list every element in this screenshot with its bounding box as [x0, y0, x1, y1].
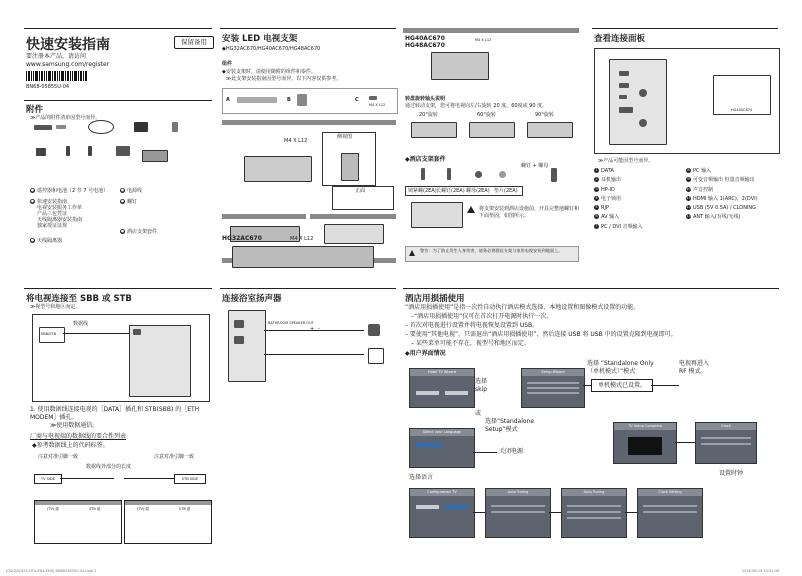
stand-section [220, 28, 398, 268]
screen-line [527, 392, 579, 394]
port-number-badge: 7 [595, 223, 598, 228]
stb-side-plug [174, 474, 206, 484]
accessory-label: 快速安装指南 [37, 199, 68, 205]
screen-line [643, 511, 697, 513]
battery-icon [56, 125, 66, 129]
screen-line [567, 511, 621, 513]
pin-table-2-a: (TV) 端 [137, 507, 149, 511]
port-label: ANT 输入(有线/无线) [693, 214, 741, 221]
screen-selected-btn [445, 505, 468, 509]
port-label: DATA [601, 168, 614, 174]
stand-note-2: ≫此支架安装指南因型号而异。以下内容仅供参考。 [226, 76, 342, 82]
accessory-item-10 [120, 229, 157, 236]
bath-output-label: BATHROOM SPEAKER OUT [268, 321, 314, 325]
hotel-line-1: –“酒店用损插使用”仅可在首次打开电源时执行一次。 [411, 313, 553, 320]
sbb-note: ≫视型号和地区而定。 [30, 304, 81, 310]
step-3-figure [324, 224, 384, 244]
bolt-icon-2 [88, 146, 92, 156]
port-row [594, 214, 686, 221]
swivel-angle-2: 60°旋转 [477, 112, 496, 118]
swivel-figure-3 [527, 122, 573, 138]
part-label-b: B [287, 97, 291, 103]
speaker-icon [368, 324, 380, 336]
sbb-figure [32, 314, 210, 402]
panel-board [609, 59, 667, 145]
front-view-box [332, 186, 394, 210]
accessory-item-1 [30, 188, 108, 195]
port-row [686, 205, 780, 212]
port-number-badge: 6 [595, 214, 598, 219]
accessory-label: 酒店支架套件 [127, 229, 158, 235]
hotel-rule [403, 288, 779, 289]
kit-item-2: 长螺钉(2EA) [436, 188, 465, 194]
callout-select-skip: 选择 skip [475, 378, 488, 393]
bullet-icon: ● [30, 188, 35, 192]
part-label-a: A [226, 97, 230, 103]
stand-base-icon [142, 150, 168, 162]
screen-btn [416, 391, 439, 395]
port-label: PC 输入 [693, 168, 712, 174]
port-label: RJP [601, 205, 609, 212]
top-screw-spec: M4 X L12 [475, 38, 492, 42]
callout-single-set: 单机模式已设置。 [597, 382, 646, 389]
screen-inner-box [628, 437, 662, 455]
page-title: 快速安装指南 [26, 37, 110, 53]
kit-nut-icon [475, 171, 482, 178]
hotel-line-3: – 要使用“其他电视”，只需退出“酒店用损插使用”，然后连接 USB 将 USB 中的设置克隆到电视即可。 [405, 331, 677, 338]
screen-line [701, 443, 751, 445]
bullet-icon: ● [30, 238, 35, 242]
kit-table [405, 186, 523, 196]
stand-rule [220, 28, 396, 29]
tv-side-plug [34, 474, 62, 484]
screen-title: Auto Tuning [583, 490, 605, 494]
pin-table-2 [124, 500, 212, 544]
tv-back-panel [244, 156, 312, 182]
sbb-device-label: SBB/STB [41, 332, 56, 336]
port-label: 耳机输出 [601, 177, 622, 184]
port-hdmi-1 [619, 71, 629, 76]
port-row [686, 177, 780, 184]
swivel-top-bar [403, 28, 579, 33]
sbb-cable-line [63, 333, 133, 334]
bath-port-1 [234, 320, 244, 328]
port-usb [619, 95, 627, 99]
bath-figure [228, 310, 394, 380]
port-label: 电子锁用 [601, 195, 622, 202]
screen-title: Auto Tuning [507, 490, 529, 494]
warning-icon [409, 250, 415, 256]
kit-item-3: 螺母(2EA) [466, 188, 490, 194]
screen-title: Select your Language [422, 430, 462, 434]
connector-label-2: 数据线外部分的长度 [86, 464, 132, 470]
port-label: 声音控制 [693, 186, 714, 193]
accessory-item-7: 天线隔离器安装指南 [37, 217, 83, 223]
ports-right-list [686, 168, 780, 224]
step-bar-1 [222, 120, 396, 125]
port-row [686, 187, 780, 194]
hotel-line-2: – 首次对电视进行设置并将电视恢复设置到 USB。 [405, 322, 539, 329]
port-row [594, 168, 686, 175]
port-number-badge: 13 [686, 214, 691, 219]
port-pc [619, 107, 633, 113]
footer-right: 2016-06-16 10:51:49 [742, 569, 780, 573]
caution-icon [467, 206, 475, 213]
connector-label-1: 注意对准引脚一致 [38, 454, 79, 460]
port-number-badge: 2 [595, 177, 598, 182]
swivel-figure-2 [469, 122, 515, 138]
keep-badge [174, 36, 214, 49]
stand-kit-icon [116, 146, 130, 156]
accessory-label: 遥控器和电池（2 节 7 号电池） [37, 188, 109, 194]
port-number-badge: 1 [595, 168, 598, 172]
port-number-badge: 11 [686, 195, 691, 200]
screen-line [643, 505, 697, 507]
panel-figure [594, 48, 780, 154]
screen-auto-tuning-1[interactable] [485, 488, 551, 538]
screw-icon [172, 122, 178, 132]
keep-badge-label: 保留备用 [181, 38, 207, 46]
accessory-item-4 [120, 199, 137, 206]
parts-strip [222, 88, 398, 114]
bullet-icon: ● [120, 188, 125, 192]
bath-port-2 [234, 336, 244, 344]
accessories-section [24, 100, 214, 250]
stand-plate-icon [237, 97, 277, 103]
top-model-1: HG40AC670 [405, 35, 445, 42]
ports-left-list [594, 168, 686, 233]
bath-heading: 连接浴室扬声器 [222, 294, 282, 304]
barcode [26, 71, 88, 81]
kit-screw-icon-2 [447, 168, 451, 180]
kit-item-4: 垫片(2EA) [494, 188, 518, 194]
tv-side-label: TV SIDE [40, 477, 56, 481]
port-label: PC / DVI 音频输入 [601, 223, 643, 230]
side-view-box [322, 132, 376, 186]
top-stand-figure [431, 52, 489, 80]
port-number-badge: 8 [687, 168, 690, 172]
screen-setup-wizard[interactable] [521, 368, 585, 408]
screen-setup-complete[interactable] [613, 422, 677, 464]
callout-rf-mode: 电视再进入 RF 模式。 [679, 360, 710, 375]
swivel-figure-1 [411, 122, 457, 138]
port-hdmi-2 [619, 83, 629, 88]
kit-screw-icon-1 [421, 168, 425, 180]
screen-line [491, 505, 545, 507]
port-number-badge: 12 [686, 205, 691, 210]
port-label: 可变音频输出 恒量音频输出 [693, 177, 755, 184]
port-row [594, 205, 686, 212]
sbb-section [24, 288, 214, 556]
screw-spec-step1: M4 X L12 [284, 138, 308, 144]
bolt-icon-1 [66, 146, 70, 156]
part-label-c: C [355, 97, 359, 103]
warning-box [405, 246, 579, 262]
hg32-screw-spec: M4 X L12 [290, 236, 314, 242]
port-number-badge: 5 [595, 205, 598, 210]
kit-washer-icon [499, 171, 506, 178]
screen-clock[interactable] [695, 422, 757, 464]
screen-configuration[interactable] [409, 488, 475, 538]
accessories-rule [24, 100, 212, 101]
port-label: USB (5V 0.5A) / CLONING [693, 205, 757, 212]
sbb-sub-note: ◆参考数据线上的代码标签。 [32, 442, 109, 449]
screen-title: Clock Setting [658, 490, 682, 494]
screen-title: Hotel TV Wizard [428, 370, 456, 374]
accessory-label: 螺钉 [127, 199, 138, 205]
barcode-code: BN68-05855U-04 [26, 84, 70, 90]
guide-book-icon [134, 122, 148, 132]
kit-item-1: 锁紧螺(2EA) [408, 188, 437, 194]
accessory-item-9 [30, 238, 62, 245]
port-number-badge: 10 [686, 186, 691, 191]
cable-left [60, 478, 114, 479]
pin-table-2-bar [125, 501, 211, 505]
accessory-label: 电源线 [127, 188, 143, 194]
header-top-rule [24, 28, 212, 29]
step-bar-3 [310, 214, 396, 219]
accessories-heading: 附件 [26, 105, 44, 115]
swivel-heading: 转盘旋转轴头说明 [405, 96, 446, 102]
callout-standalone-only: 选择 “Standalone Only （单机模式）”模式 [587, 360, 654, 375]
screen-title: Configuration TV [427, 490, 457, 494]
screen-line [567, 517, 621, 519]
screen-selected-row [416, 443, 442, 447]
panel-note: ≫产品可能因型号而异。 [598, 158, 654, 164]
front-view-label: 正面 [355, 188, 366, 194]
stand-note-1: ◆安装支架时，请使用随附的组件和零件。 [222, 69, 316, 75]
step-bar-2 [222, 214, 306, 219]
sbb-step-note: ≫使用数据通信。 [50, 422, 99, 429]
callout-standalone-setup: 选择“Standalone Setup”模式 [485, 418, 535, 433]
port-row [686, 168, 780, 175]
screen-title: Clock [721, 424, 731, 428]
sbb-step: 1. 使用数据线连接电视的［DATA］插孔和 STB(SBB) 的［ETH MODEM］插孔。 [30, 406, 200, 421]
single-set-box [591, 379, 653, 392]
power-cord-icon [88, 120, 114, 134]
screen-hotel-wizard[interactable] [409, 368, 475, 408]
stand-neck-icon [297, 94, 307, 106]
arrow-step-1 [473, 512, 485, 513]
screen-line [527, 387, 579, 389]
port-row [594, 196, 686, 203]
hg32-model-label: HG32AC670 [222, 235, 262, 242]
stand-heading: 安装 LED 电视支架 [222, 34, 298, 44]
arrow-to-rf [651, 385, 679, 386]
swivel-angle-3: 90°旋转 [535, 112, 554, 118]
bullet-icon: ● [120, 199, 125, 203]
arrow-to-clock [675, 442, 695, 443]
pin-table-1-bar [35, 501, 121, 505]
screen-clock-setting[interactable] [637, 488, 703, 538]
connector-label-3: 注意对准引脚一致 [154, 454, 195, 460]
wall-socket-icon [368, 348, 384, 364]
bath-output-plus: + [310, 326, 315, 332]
barcode-bars [26, 71, 87, 81]
port-label: HDMI 输入 1(ARC)，2(DVI) [693, 195, 758, 202]
screen-select-language[interactable] [409, 428, 475, 468]
pin-table-1 [34, 500, 122, 544]
accessory-item-5: 电视安装服务工作单 [37, 205, 83, 211]
register-url[interactable]: www.samsung.com/register [26, 61, 110, 68]
port-row [686, 196, 780, 203]
screen-line [567, 505, 621, 507]
stand-models: ◆HG32AC670/HG40AC670/HG48AC670 [222, 46, 321, 52]
side-view-label: 侧视图 [337, 134, 353, 140]
hotel-heading: 酒店用损插使用 [405, 294, 465, 304]
sbb-cable-label: 数据线 [73, 321, 89, 327]
pin-table-1-a: (TV) 端 [47, 507, 59, 511]
sbb-rule [24, 288, 212, 289]
step-1-figure [222, 126, 396, 210]
panel-model-label: HG40AC670 [731, 108, 753, 112]
stand-parts-heading: 组件 [222, 61, 233, 67]
kit-install-figure [411, 202, 463, 228]
bath-wire-1 [264, 330, 364, 331]
port-number-badge: 4 [595, 195, 598, 200]
port-ant [639, 119, 647, 127]
screw-small-icon [369, 96, 377, 100]
sbb-tv-panel [129, 325, 191, 397]
callout-power-off: 关闭电源 [499, 448, 524, 455]
side-view-stand [341, 153, 359, 181]
accessory-item-2 [120, 188, 142, 195]
screen-btn [416, 505, 439, 509]
bath-section [220, 288, 398, 388]
screen-line [491, 511, 545, 513]
screen-auto-tuning-2[interactable] [561, 488, 627, 538]
sbb-data-port [133, 329, 141, 335]
top-model-2: HG48AC670 [405, 42, 445, 49]
register-text: 要注册本产品，请访问 [26, 53, 87, 60]
callout-or: 或 [475, 410, 482, 417]
sbb-sub-heading: 厂商与电视端的数据线的要合性列表 [30, 433, 127, 440]
remote-icon [34, 125, 52, 130]
stb-side-label: STB SIDE [181, 477, 199, 481]
kit-combo-icon [551, 168, 557, 182]
screen-title: TV Setup Complete [628, 424, 662, 428]
accessory-item-6: 产品三包凭证 [37, 211, 68, 217]
bullet-icon: ● [30, 199, 35, 203]
kit-heading: ◆酒店支架套件 [405, 156, 446, 163]
accessories-note: ≫产品的附件清单因型号而异。 [30, 115, 101, 121]
arrow-power-off [473, 452, 497, 453]
footer-left: [QSG]AC670-HTA-XN4-XMS] BN6805855U-04.indd 1 [6, 569, 97, 573]
bath-output-minus: - [318, 326, 320, 332]
panel-section [592, 28, 780, 268]
pin-table-1-b: STB 端 [89, 507, 101, 511]
port-av [639, 89, 647, 97]
port-number-badge: 9 [687, 177, 690, 182]
cable-right [124, 478, 174, 479]
port-row [594, 177, 686, 184]
pin-table-2-b: STB 端 [179, 507, 191, 511]
callout-set-clock: 设置时钟 [719, 470, 744, 477]
screen-btn [445, 391, 468, 395]
caution-text: 将支架安装到酒店设施前，开具完整地螺钉和下面垫固，如图所示。 [479, 206, 580, 219]
arrow-to-single [583, 385, 591, 386]
accessory-item-8: 独家授证证规 [37, 223, 68, 229]
panel-rule [592, 28, 778, 29]
port-row [594, 187, 686, 194]
swivel-angle-1: 20°旋转 [419, 112, 438, 118]
port-number-badge: 3 [595, 186, 598, 191]
callout-language: 选择语言 [409, 474, 434, 481]
bath-wire-2 [264, 354, 364, 355]
swivel-section [403, 28, 581, 268]
hotel-line-4: – 某些菜单可能不存在，视型号和地区而定。 [411, 340, 530, 347]
screen-title: Setup Wizard [541, 370, 565, 374]
bath-rule [220, 288, 396, 289]
sbb-heading: 将电视连接至 SBB 或 STB [26, 294, 132, 304]
arrow-step-3 [625, 512, 637, 513]
bullet-icon: ● [120, 229, 125, 233]
screen-line [527, 382, 579, 384]
hg32-figure [232, 246, 374, 268]
port-row [686, 214, 780, 221]
swivel-note: 通过转动支架，您可将电视向左/右旋转 20 度、60度或 90 度。 [405, 103, 548, 109]
accessory-label: 天线隔离器 [37, 238, 63, 244]
isolator-icon [36, 148, 46, 156]
arrow-step-2 [549, 512, 561, 513]
kit-side-label: 螺钉 + 螺母 [521, 163, 549, 169]
hotel-section [403, 288, 781, 556]
panel-heading: 查看连接面板 [594, 34, 646, 44]
port-label: AV 输入 [601, 214, 620, 221]
screen-line [701, 437, 751, 439]
port-label: HP-ID [601, 186, 615, 193]
port-row [594, 224, 686, 231]
hotel-ui-heading: ◆用户界面情况 [405, 350, 446, 357]
screw-spec-c: M4 X L12 [369, 103, 386, 107]
warning-text: 警告：为了防止发生人身伤害，请务必将酒店支架与家用电视安装到地面上。 [420, 248, 563, 253]
hotel-intro: “酒店用损插使用”是指一次性自动执行酒店模式选择、本地设置和图像模式设置的功能。 [405, 304, 640, 311]
